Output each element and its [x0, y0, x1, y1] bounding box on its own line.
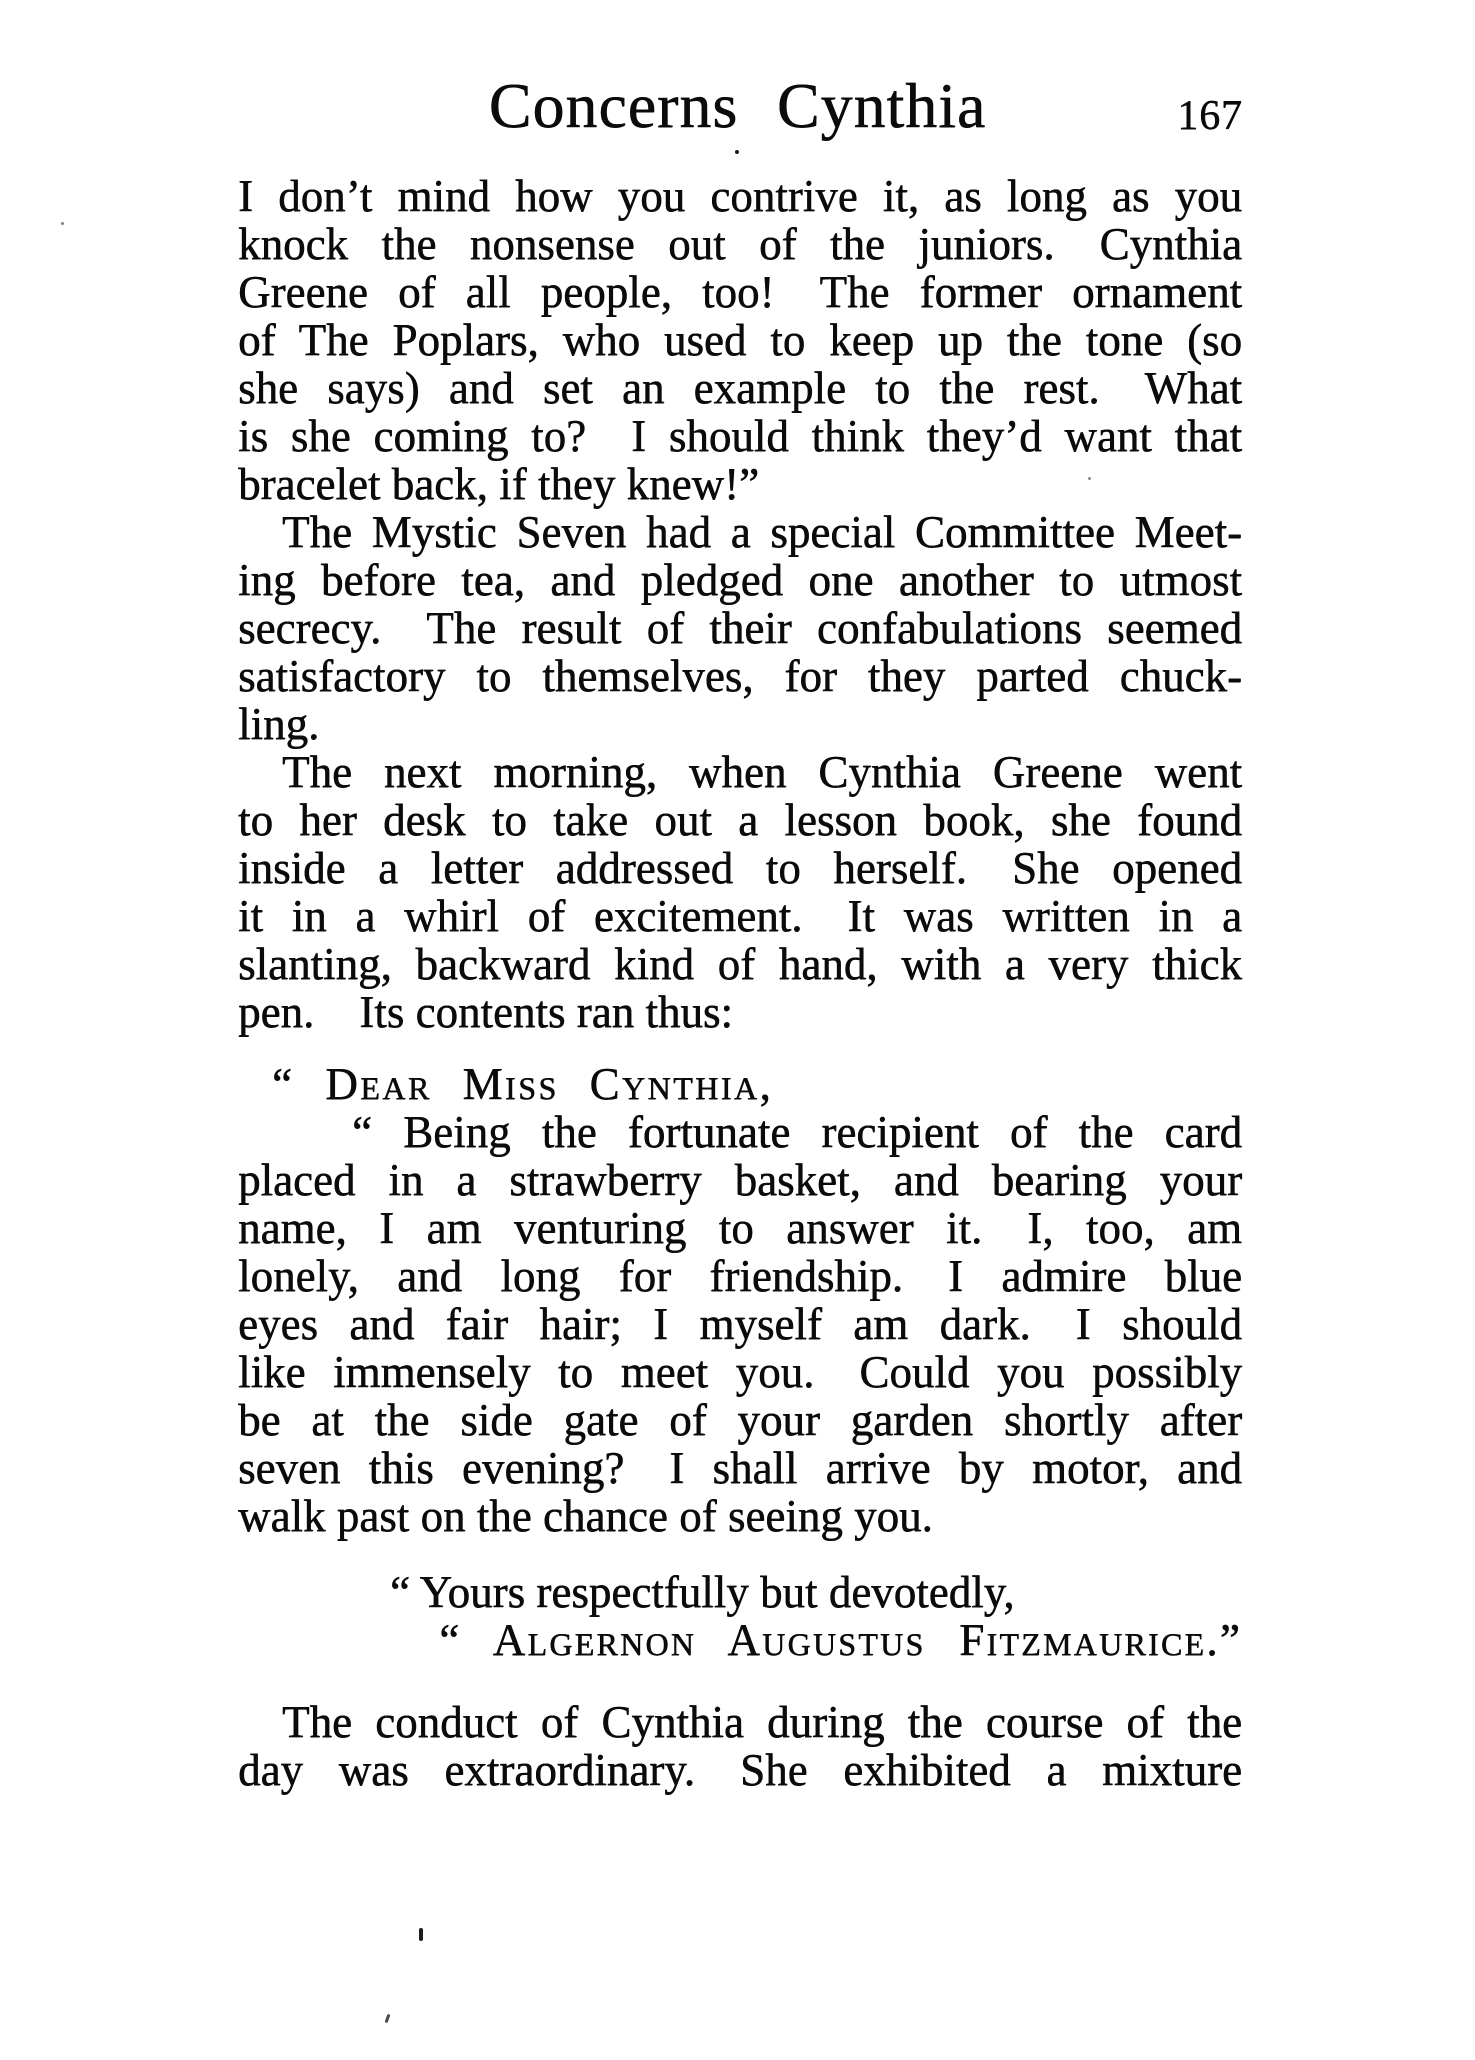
text-line: she says) and set an example to the rest. What: [238, 363, 1242, 413]
text-line: it in a whirl of excitement. It was written in a: [238, 891, 1242, 941]
text-line: knock the nonsense out of the juniors. Cynthia: [238, 219, 1242, 269]
text-line: walk past on the chance of seeing you.: [238, 1491, 933, 1541]
text-line: like immensely to meet you. Could you possibly: [238, 1347, 1242, 1397]
text-line: is she coming to? I should think they’d want that: [238, 411, 1242, 461]
text-line: name, I am venturing to answer it. I, too, am: [238, 1203, 1242, 1253]
text-line: I don’t mind how you contrive it, as long as you: [238, 171, 1242, 221]
text-line: The Mystic Seven had a special Committee Meet-: [282, 507, 1242, 557]
text-line: secrecy. The result of their confabulations seemed: [238, 603, 1242, 653]
text-line: lonely, and long for friendship. I admire blue: [238, 1251, 1242, 1301]
text-line: The next morning, when Cynthia Greene went: [282, 747, 1242, 797]
text-line: pen. Its contents ran thus:: [238, 987, 733, 1037]
scan-speck: [1088, 477, 1091, 480]
text-line: bracelet back, if they knew!”: [238, 459, 759, 509]
text-line: “ Yours respectfully but devotedly,: [390, 1567, 1015, 1617]
text-line: “ Algernon Augustus Fitzmaurice.”: [439, 1615, 1242, 1665]
scan-speck: [419, 1928, 423, 1941]
text-line: Greene of all people, too! The former ornament: [238, 267, 1242, 317]
scan-speck: [385, 2014, 391, 2023]
scan-speck: [61, 222, 64, 225]
letter-signature: [238, 1616, 1242, 1664]
scan-artifact-header-dot: [735, 150, 739, 154]
text-line: eyes and fair hair; I myself am dark. I should: [238, 1299, 1242, 1349]
text-line: to her desk to take out a lesson book, she found: [238, 795, 1242, 845]
text-line: day was extraordinary. She exhibited a mixture: [238, 1745, 1242, 1795]
paragraph: [238, 748, 1242, 1036]
text-line: inside a letter addressed to herself. She opened: [238, 843, 1242, 893]
paragraph-continued: [238, 172, 1242, 508]
letter-body: [238, 1108, 1242, 1540]
text-line: ing before tea, and pledged one another to utmost: [238, 555, 1242, 605]
text-line: “ Being the fortunate recipient of the card: [352, 1107, 1242, 1157]
text-line: slanting, backward kind of hand, with a very thick: [238, 939, 1242, 989]
page-number: 167: [1177, 93, 1243, 139]
text-line: seven this evening? I shall arrive by motor, and: [238, 1443, 1242, 1493]
paragraph: [238, 508, 1242, 748]
text-line: The conduct of Cynthia during the course of the: [282, 1697, 1242, 1747]
text-line: “ Dear Miss Cynthia,: [272, 1059, 774, 1109]
text-line: satisfactory to themselves, for they parted chuck-: [238, 651, 1242, 701]
page-body-text: [238, 172, 1242, 1794]
text-line: be at the side gate of your garden shortly after: [238, 1395, 1242, 1445]
text-line: placed in a strawberry basket, and bearing your: [238, 1155, 1242, 1205]
paragraph: [238, 1698, 1242, 1794]
text-line: of The Poplars, who used to keep up the tone (so: [238, 315, 1242, 365]
letter-salutation: [238, 1060, 1242, 1108]
page-title: Concerns Cynthia: [488, 70, 987, 141]
letter-closing: [238, 1568, 1242, 1616]
text-line: ling.: [238, 699, 320, 749]
